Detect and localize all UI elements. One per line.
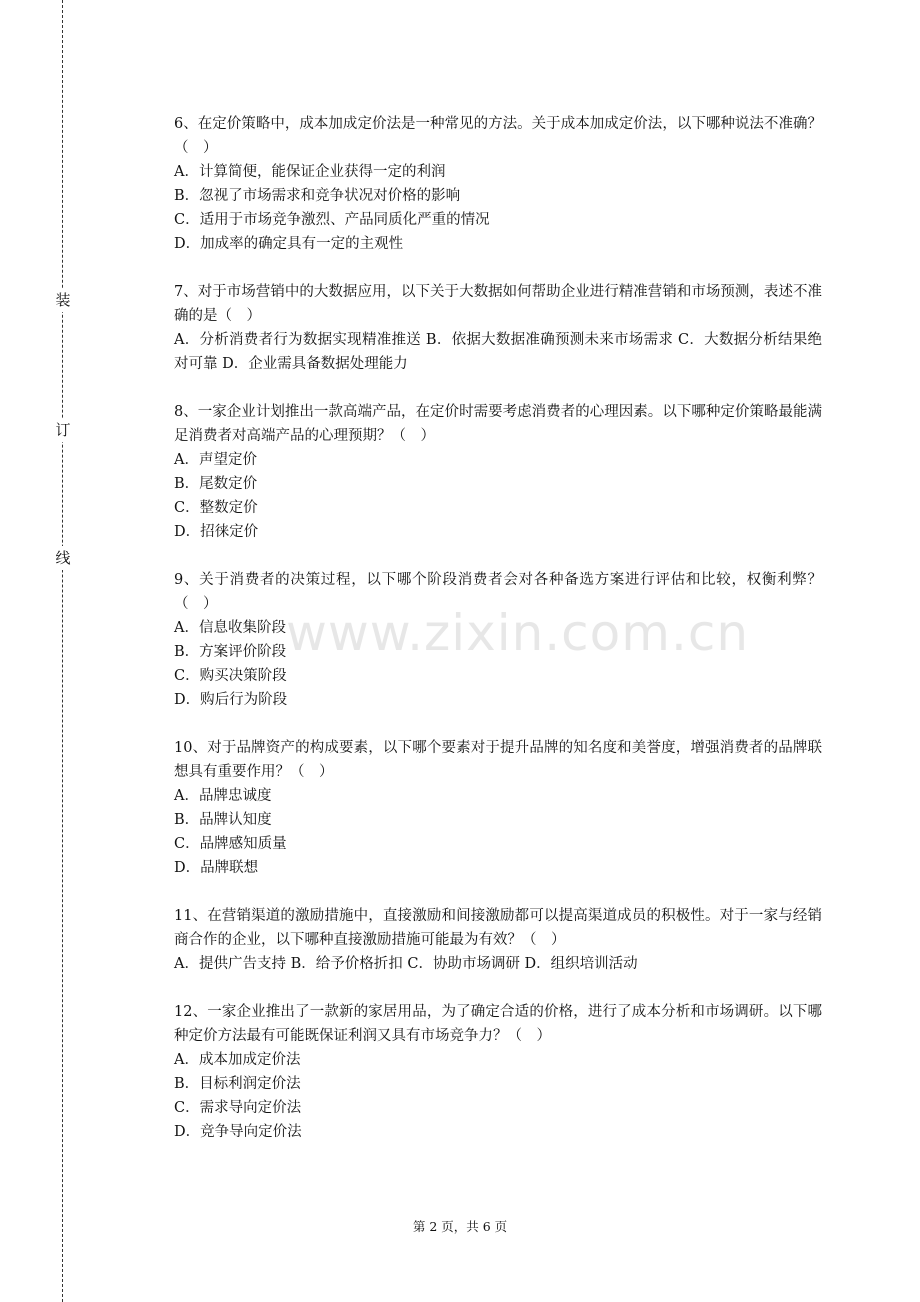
option-a: A．计算简便，能保证企业获得一定的利润 bbox=[174, 164, 446, 180]
option-c: C．需求导向定价法 bbox=[174, 1100, 302, 1116]
binding-char-zhuang: 装 bbox=[52, 288, 74, 312]
options-inline: A．提供广告支持 B．给予价格折扣 C．协助市场调研 D．组织培训活动 bbox=[174, 956, 638, 972]
options-inline: A．分析消费者行为数据实现精准推送 B．依据大数据准确预测未来市场需求 C．大数据分析结果绝对可靠 D．企业需具备数据处理能力 bbox=[174, 332, 822, 372]
option-c: C．购买决策阶段 bbox=[174, 668, 287, 684]
option-b: B．品牌认知度 bbox=[174, 812, 272, 828]
option-d: D．品牌联想 bbox=[174, 860, 259, 876]
question-stem: 7、对于市场营销中的大数据应用，以下关于大数据如何帮助企业进行精准营销和市场预测，表述不准确的是（ ） bbox=[174, 284, 822, 324]
option-b: B．忽视了市场需求和竞争状况对价格的影响 bbox=[174, 188, 461, 204]
option-a: A．成本加成定价法 bbox=[174, 1052, 301, 1068]
question-9 bbox=[174, 568, 822, 712]
option-a: A．品牌忠诚度 bbox=[174, 788, 272, 804]
option-d: D．竞争导向定价法 bbox=[174, 1124, 302, 1140]
option-a: A．信息收集阶段 bbox=[174, 620, 286, 636]
option-b: B．方案评价阶段 bbox=[174, 644, 287, 660]
question-stem: 8、一家企业计划推出一款高端产品，在定价时需要考虑消费者的心理因素。以下哪种定价策略最能满足消费者对高端产品的心理预期？（ ） bbox=[174, 404, 822, 444]
question-8 bbox=[174, 400, 822, 544]
watermark: www.zixin.com.cn bbox=[286, 604, 750, 662]
question-stem: 11、在营销渠道的激励措施中，直接激励和间接激励都可以提高渠道成员的积极性。对于一家与经销商合作的企业，以下哪种直接激励措施可能最为有效？（ ） bbox=[174, 908, 822, 948]
page-number: 第 2 页，共 6 页 bbox=[412, 1219, 508, 1234]
question-list bbox=[174, 112, 822, 1168]
option-b: B．目标利润定价法 bbox=[174, 1076, 301, 1092]
question-stem: 9、关于消费者的决策过程，以下哪个阶段消费者会对各种备选方案进行评估和比较，权衡利弊？（ ） bbox=[174, 572, 822, 612]
option-d: D．购后行为阶段 bbox=[174, 692, 288, 708]
binding-dashed-line bbox=[62, 0, 63, 1302]
binding-char-ding: 订 bbox=[52, 418, 74, 442]
option-a: A．声望定价 bbox=[174, 452, 257, 468]
option-c: C．品牌感知质量 bbox=[174, 836, 287, 852]
question-12 bbox=[174, 1000, 822, 1144]
option-d: D．加成率的确定具有一定的主观性 bbox=[174, 236, 404, 252]
question-6 bbox=[174, 112, 822, 256]
option-c: C．适用于市场竞争激烈、产品同质化严重的情况 bbox=[174, 212, 490, 228]
question-11 bbox=[174, 904, 822, 976]
question-7 bbox=[174, 280, 822, 376]
option-b: B．尾数定价 bbox=[174, 476, 258, 492]
question-stem: 6、在定价策略中，成本加成定价法是一种常见的方法。关于成本加成定价法，以下哪种说法不准确？（ ） bbox=[174, 116, 822, 156]
binding-char-xian: 线 bbox=[52, 546, 74, 570]
option-d: D．招徕定价 bbox=[174, 524, 259, 540]
question-10 bbox=[174, 736, 822, 880]
question-stem: 12、一家企业推出了一款新的家居用品，为了确定合适的价格，进行了成本分析和市场调研。以下哪种定价方法最有可能既保证利润又具有市场竞争力？（ ） bbox=[174, 1004, 822, 1044]
option-c: C．整数定价 bbox=[174, 500, 258, 516]
question-stem: 10、对于品牌资产的构成要素，以下哪个要素对于提升品牌的知名度和美誉度，增强消费者的品牌联想具有重要作用？（ ） bbox=[174, 740, 822, 780]
